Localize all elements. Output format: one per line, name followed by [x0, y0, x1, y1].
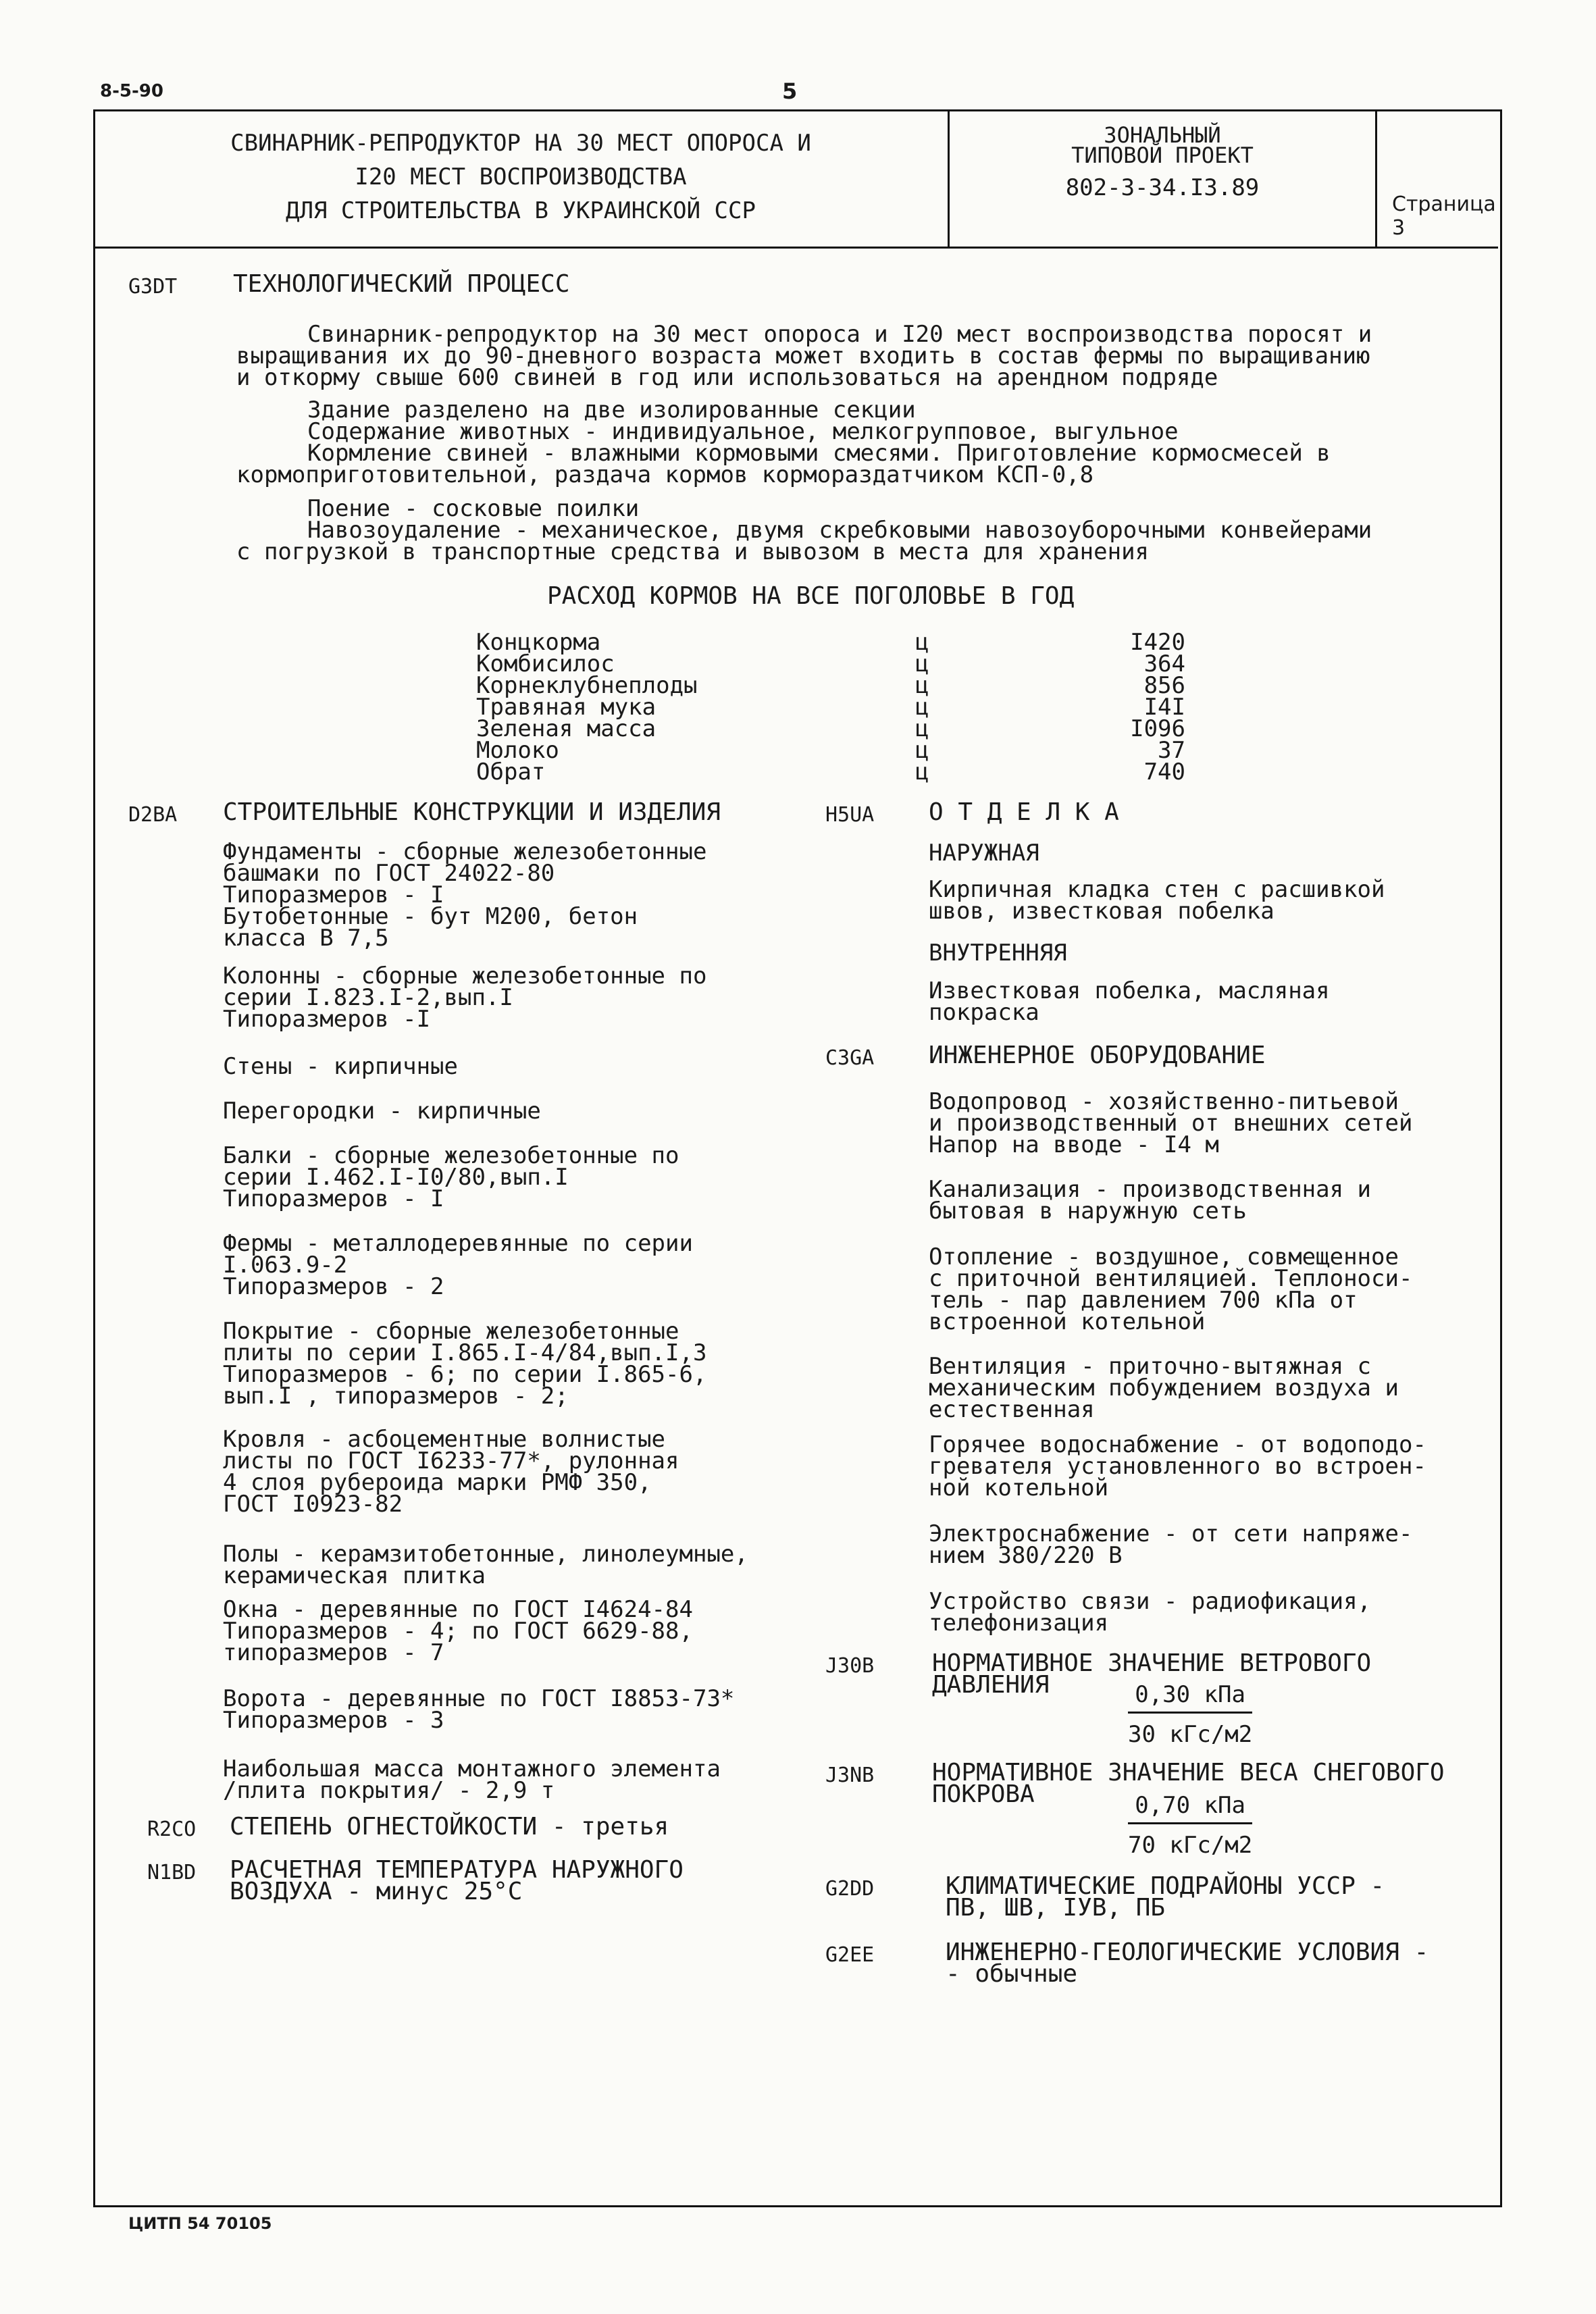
construction-line: Полы - керамзитобетонные, линолеумные, — [223, 1541, 748, 1568]
feed-name: Концкорма — [476, 629, 601, 656]
construction-line: плиты по серии I.865.I-4/84,вып.I,3 — [223, 1339, 707, 1366]
construction-line: Перегородки - кирпичные — [223, 1098, 541, 1125]
engineering-line: Электроснабжение - от сети напряже- — [929, 1520, 1413, 1547]
snow-value — [1128, 1794, 1252, 1857]
engineering-line: Отопление - воздушное, совмещенное — [929, 1243, 1399, 1270]
construction-line: Окна - деревянные по ГОСТ I4624-84 — [223, 1596, 693, 1623]
construction-line: типоразмеров - 7 — [223, 1639, 444, 1666]
engineering-line: тель - пар давлением 700 кПа от — [929, 1287, 1358, 1314]
temperature-line: ВОЗДУХА - минус 25°С — [230, 1878, 523, 1905]
project-type-line: ЗОНАЛЬНЫЙ — [1104, 122, 1221, 148]
feed-name: Зеленая масса — [476, 715, 657, 742]
construction-line: 4 слоя рубероида марки РМФ 350, — [223, 1469, 652, 1496]
project-type — [950, 122, 1375, 201]
finish-inner-label: ВНУТРЕННЯЯ — [929, 940, 1067, 967]
feed-value: I096 — [1130, 715, 1185, 742]
section-code: N1BD — [147, 1861, 197, 1884]
engineering-line: ной котельной — [929, 1474, 1109, 1501]
tech-heading: ТЕХНОЛОГИЧЕСКИЙ ПРОЦЕСС — [233, 270, 570, 298]
feed-unit: ц — [915, 759, 929, 786]
climate-line: ПВ, ШВ, IУВ, ПБ — [946, 1894, 1166, 1922]
engineering-line: Канализация - производственная и — [929, 1176, 1372, 1203]
construction-line: серии I.823.I-2,вып.I — [223, 984, 513, 1011]
temperature-line: РАСЧЕТНАЯ ТЕМПЕРАТУРА НАРУЖНОГО — [230, 1856, 684, 1884]
finish-outer-label: НАРУЖНАЯ — [929, 840, 1039, 867]
engineering-line: бытовая в наружную сеть — [929, 1198, 1247, 1225]
tech-text-line: кормоприготовительной, раздача кормов кормораздатчиком КСП-0,8 — [236, 461, 1094, 488]
construction-line: Типоразмеров - 4; по ГОСТ 6629-88, — [223, 1618, 693, 1645]
feed-name: Обрат — [476, 759, 546, 786]
feed-name: Травяная мука — [476, 694, 657, 721]
construction-line: /плита покрытия/ - 2,9 т — [223, 1777, 555, 1804]
feed-name: Корнеклубнеплоды — [476, 672, 698, 699]
construction-line: Балки - сборные железобетонные по — [223, 1142, 679, 1169]
page-number: 5 — [782, 78, 798, 104]
page-label: Страница 3 — [1392, 192, 1496, 240]
construction-line: Колонны - сборные железобетонные по — [223, 962, 707, 989]
climate-line: КЛИМАТИЧЕСКИЕ ПОДРАЙОНЫ УССР - — [946, 1872, 1385, 1900]
finish-heading: О Т Д Е Л К А — [929, 798, 1119, 826]
snow-value-kpa: 0,70 кПа — [1128, 1794, 1252, 1824]
section-code: G2EE — [825, 1943, 875, 1967]
construction-line: класса В 7,5 — [223, 925, 389, 952]
title-line: I20 МЕСТ ВОСПРОИЗВОДСТВА — [355, 163, 687, 190]
feed-unit: ц — [915, 715, 929, 742]
construction-line: Типоразмеров - I — [223, 1185, 444, 1212]
tech-text-line: Содержание животных - индивидуальное, мелкогрупповое, выгульное — [307, 418, 1179, 445]
section-code: C3GA — [825, 1046, 875, 1070]
construction-line: I.063.9-2 — [223, 1252, 348, 1279]
feed-unit: ц — [915, 737, 929, 764]
engineering-line: Устройство связи - радиофикация, — [929, 1588, 1372, 1615]
section-code: J30B — [825, 1654, 875, 1678]
engineering-heading: ИНЖЕНЕРНОЕ ОБОРУДОВАНИЕ — [929, 1042, 1266, 1069]
construction-line: керамическая плитка — [223, 1562, 486, 1589]
tech-text-line: и откорму свыше 600 свиней в год или использоваться на арендном подряде — [236, 364, 1218, 391]
engineering-line: Напор на вводе - I4 м — [929, 1131, 1219, 1158]
constructions-heading: СТРОИТЕЛЬНЫЕ КОНСТРУКЦИИ И ИЗДЕЛИЯ — [223, 798, 721, 826]
engineering-line: Водопровод - хозяйственно-питьевой — [929, 1088, 1399, 1115]
feed-unit: ц — [915, 672, 929, 699]
section-code: R2CO — [147, 1818, 197, 1841]
finish-line: Кирпичная кладка стен с расшивкой — [929, 876, 1385, 903]
header-divider — [1375, 111, 1377, 247]
feed-value: 740 — [1143, 759, 1185, 786]
feed-unit: ц — [915, 629, 929, 656]
feed-value: 364 — [1143, 650, 1185, 677]
feed-name: Комбисилос — [476, 650, 615, 677]
finish-line: швов, известковая побелка — [929, 898, 1275, 925]
section-code: J3NB — [825, 1764, 875, 1787]
engineering-line: и производственный от внешних сетей — [929, 1110, 1413, 1137]
tech-text-line: Навозоудаление - механическое, двумя скребковыми навозоуборочными конвейерами — [307, 517, 1372, 544]
snow-line: ПОКРОВА — [932, 1780, 1035, 1808]
tech-text-line: с погрузкой в транспортные средства и вывозом в места для хранения — [236, 538, 1150, 565]
feed-unit: ц — [915, 694, 929, 721]
tech-text-line: Здание разделено на две изолированные секции — [307, 396, 916, 423]
engineering-line: встроенной котельной — [929, 1308, 1206, 1335]
construction-line: вып.I , типоразмеров - 2; — [223, 1383, 569, 1410]
construction-line: серии I.462.I-I0/80,вып.I — [223, 1164, 569, 1191]
section-code: G2DD — [825, 1877, 875, 1901]
wind-line: НОРМАТИВНОЕ ЗНАЧЕНИЕ ВЕТРОВОГО — [932, 1649, 1372, 1677]
construction-line: листы по ГОСТ I6233-77*, рулонная — [223, 1447, 679, 1474]
tech-text-line: Поение - сосковые поилки — [307, 495, 640, 522]
construction-line: Бутобетонные - бут М200, бетон — [223, 903, 638, 930]
section-code: G3DT — [128, 275, 178, 299]
footer-stamp: ЦИТП 54 70105 — [128, 2214, 272, 2233]
tech-text-line: выращивания их до 90-дневного возраста может входить в состав фермы по выращиванию — [236, 342, 1370, 369]
construction-line: Наибольшая масса монтажного элемента — [223, 1755, 721, 1782]
construction-line: Фундаменты - сборные железобетонные — [223, 838, 707, 865]
title-line: ДЛЯ СТРОИТЕЛЬСТВА В УКРАИНСКОЙ ССР — [286, 197, 756, 224]
engineering-line: Вентиляция - приточно-вытяжная с — [929, 1353, 1372, 1380]
construction-line: башмаки по ГОСТ 24022-80 — [223, 860, 555, 887]
engineering-line: телефонизация — [929, 1610, 1109, 1637]
snow-line: НОРМАТИВНОЕ ЗНАЧЕНИЕ ВЕСА СНЕГОВОГО — [932, 1759, 1445, 1786]
section-code: H5UA — [825, 803, 875, 827]
wind-value-kgs: 30 кГс/м2 — [1128, 1721, 1253, 1748]
wind-value-kpa: 0,30 кПа — [1128, 1683, 1252, 1714]
geo-line: - обычные — [946, 1960, 1078, 1988]
construction-line: Кровля - асбоцементные волнистые — [223, 1426, 666, 1453]
tech-text-line: Свинарник-репродуктор на 30 мест опороса и I20 мест воспроизводства поросят и — [307, 321, 1372, 348]
finish-line: покраска — [929, 999, 1039, 1026]
date-code: 8-5-90 — [100, 81, 163, 101]
wind-line: ДАВЛЕНИЯ — [932, 1671, 1050, 1699]
title-line: СВИНАРНИК-РЕПРОДУКТОР НА 30 МЕСТ ОПОРОСА И — [230, 130, 811, 157]
construction-line: Типоразмеров - 6; по серии I.865-6, — [223, 1361, 707, 1388]
engineering-line: гревателя установленного во встроен- — [929, 1453, 1426, 1480]
feed-value: 856 — [1143, 672, 1185, 699]
project-type-line: ТИПОВОЙ ПРОЕКТ — [1071, 143, 1254, 168]
section-code: D2BA — [128, 803, 178, 827]
snow-value-kgs: 70 кГс/м2 — [1128, 1832, 1253, 1859]
construction-line: Типоразмеров - 2 — [223, 1273, 444, 1300]
finish-line: Известковая побелка, масляная — [929, 977, 1330, 1004]
construction-line: Типоразмеров - 3 — [223, 1707, 444, 1734]
geo-line: ИНЖЕНЕРНО-ГЕОЛОГИЧЕСКИЕ УСЛОВИЯ - — [946, 1938, 1429, 1966]
feed-value: I4I — [1143, 694, 1185, 721]
engineering-line: с приточной вентиляцией. Теплоноси- — [929, 1265, 1413, 1292]
feed-unit: ц — [915, 650, 929, 677]
construction-line: Типоразмеров - I — [223, 881, 444, 908]
project-code: 802-3-34.I3.89 — [1065, 174, 1260, 201]
feed-value: I420 — [1130, 629, 1185, 656]
construction-line: Ворота - деревянные по ГОСТ I8853-73* — [223, 1685, 735, 1712]
construction-line: Типоразмеров -I — [223, 1006, 431, 1033]
engineering-line: Горячее водоснабжение - от водоподо- — [929, 1431, 1426, 1458]
construction-line: Покрытие - сборные железобетонные — [223, 1318, 679, 1345]
fire-resistance: СТЕПЕНЬ ОГНЕСТОЙКОСТИ - третья — [230, 1813, 669, 1841]
document-title — [95, 126, 946, 228]
tech-text-line: Кормление свиней - влажными кормовыми смесями. Приготовление кормосмесей в — [307, 440, 1331, 467]
wind-value — [1128, 1683, 1252, 1746]
engineering-line: естественная — [929, 1396, 1095, 1423]
feed-value: 37 — [1158, 737, 1185, 764]
engineering-line: механическим побуждением воздуха и — [929, 1374, 1399, 1402]
construction-line: Фермы - металлодеревянные по серии — [223, 1230, 693, 1257]
construction-line: Стены - кирпичные — [223, 1053, 458, 1080]
feed-title: РАСХОД КОРМОВ НА ВСЕ ПОГОЛОВЬЕ В ГОД — [547, 582, 1075, 610]
engineering-line: нием 380/220 В — [929, 1542, 1123, 1569]
feed-name: Молоко — [476, 737, 559, 764]
header-box — [95, 111, 1498, 249]
construction-line: ГОСТ I0923-82 — [223, 1491, 403, 1518]
